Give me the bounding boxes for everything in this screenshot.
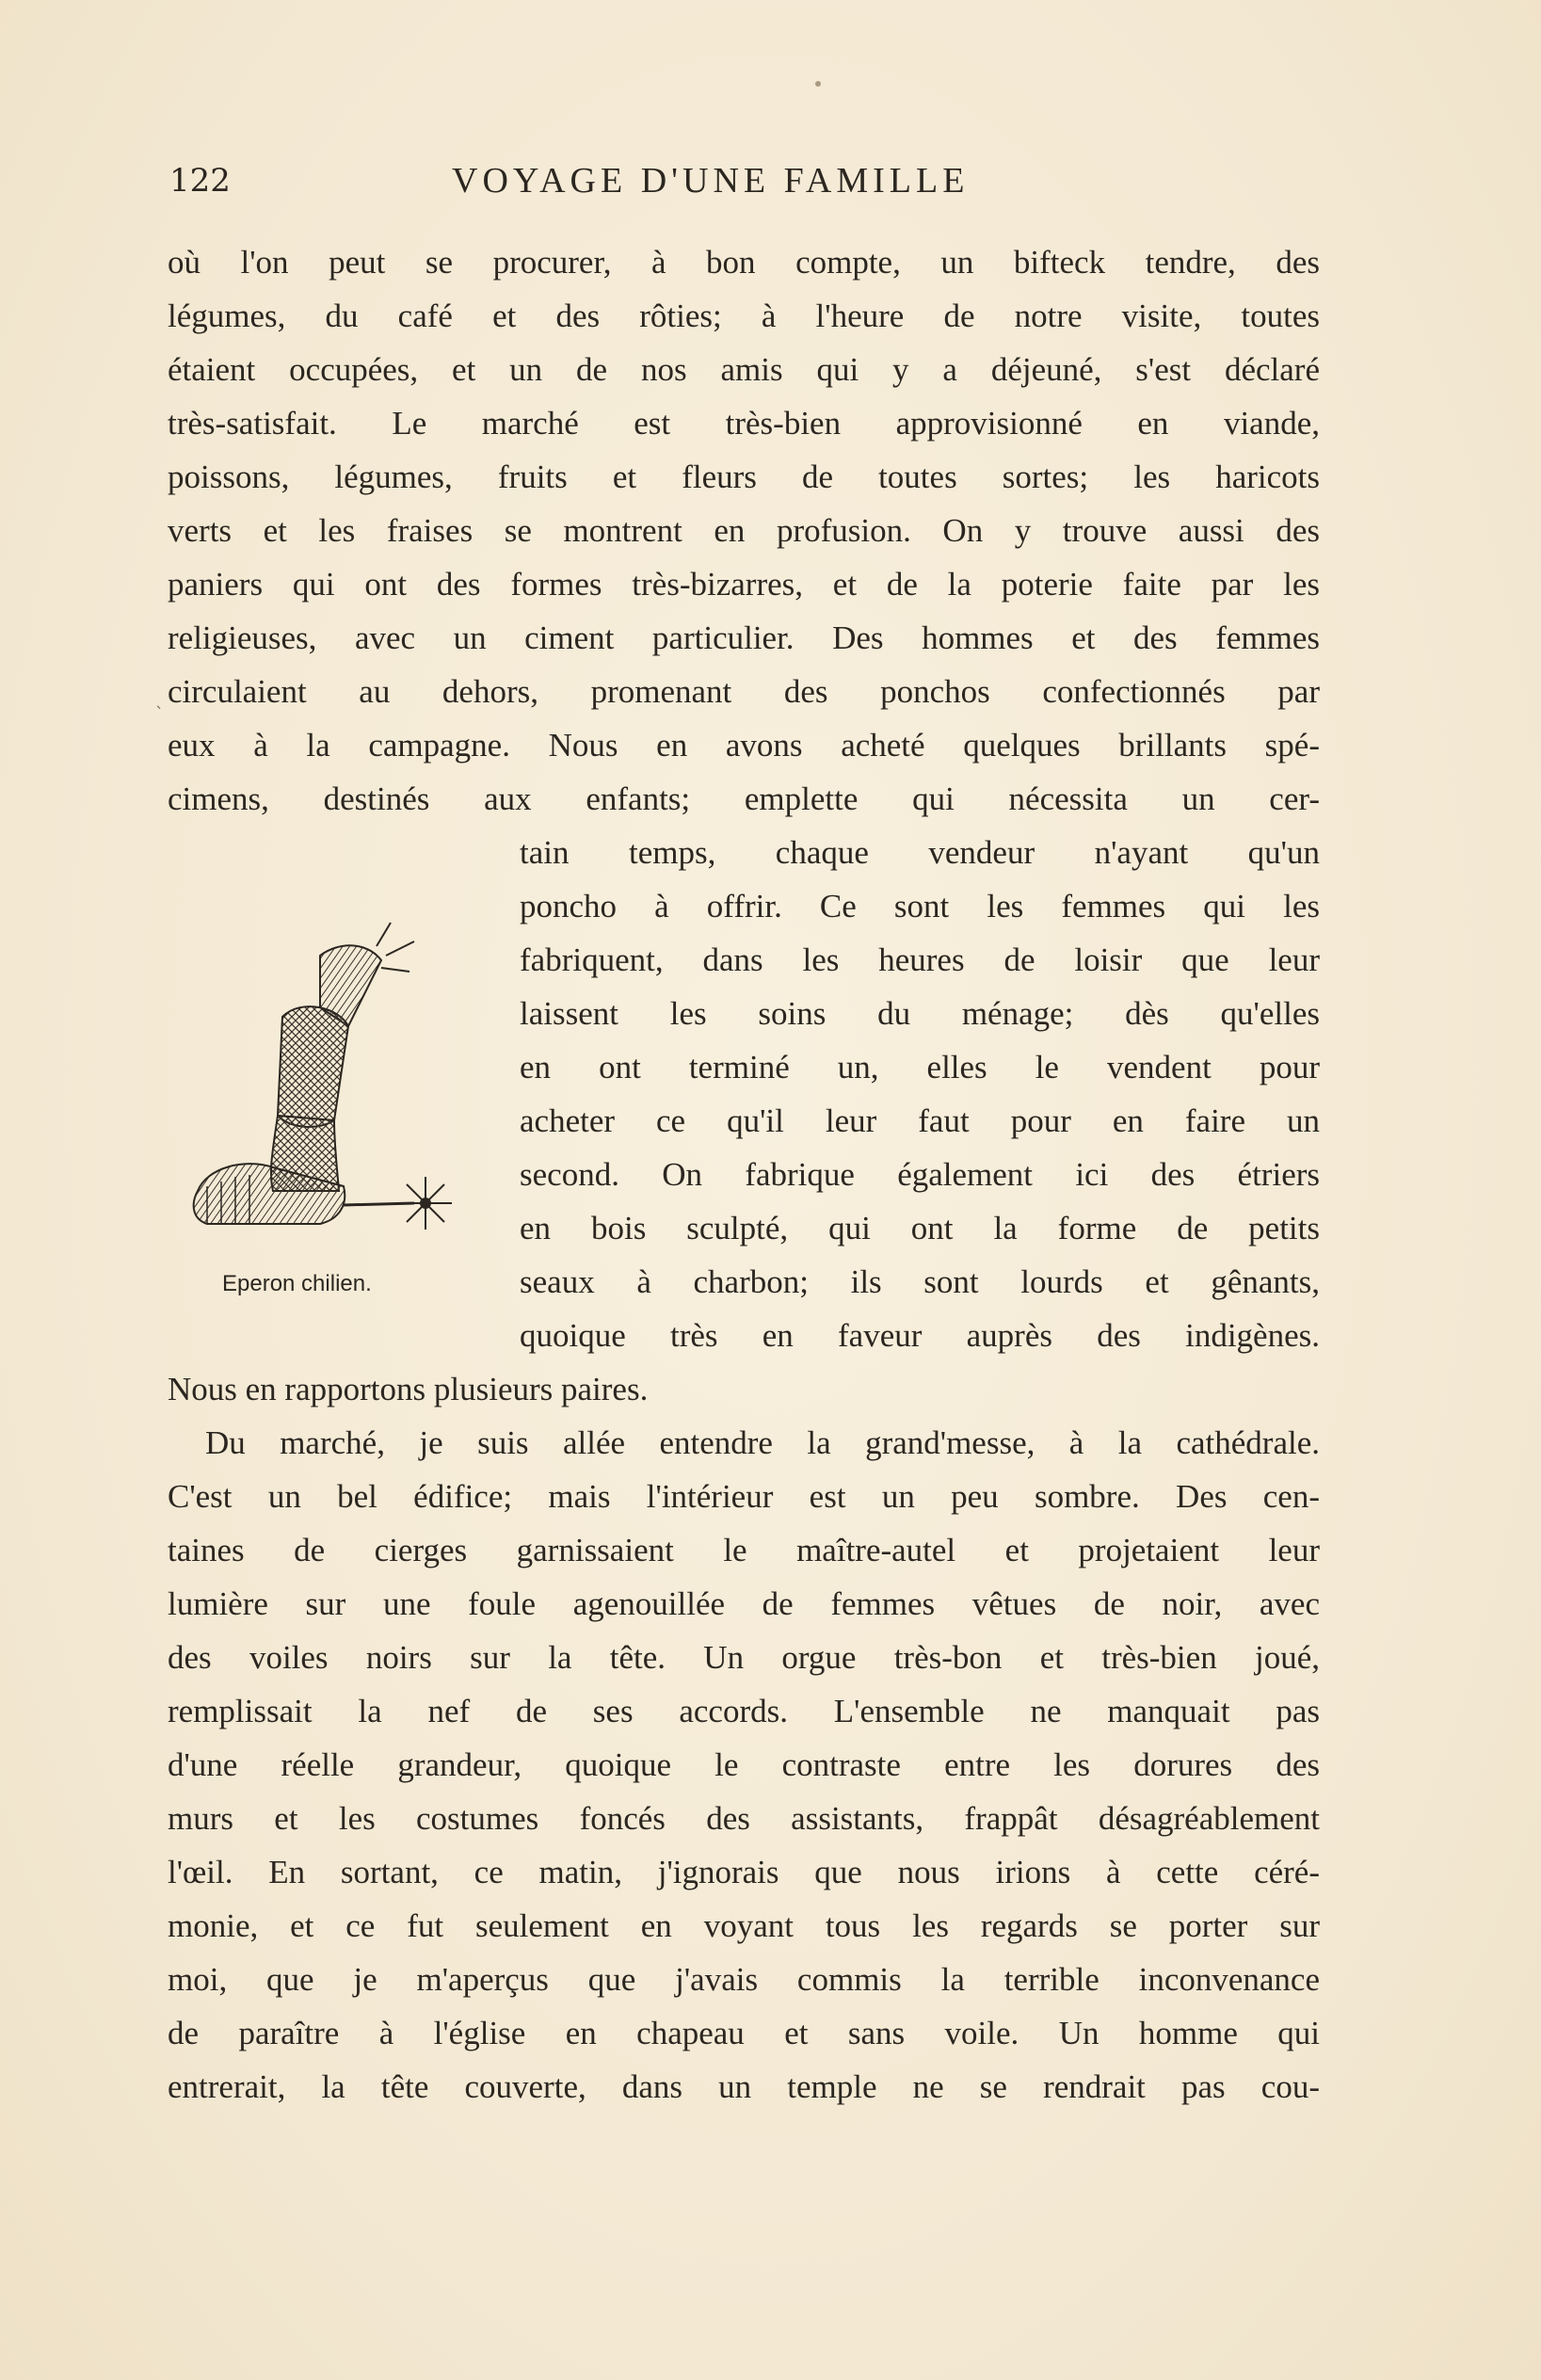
text-line: laissent les soins du ménage; dès qu'elles bbox=[520, 995, 1320, 1032]
text-line: l'œil. En sortant, ce matin, j'ignorais que nous irions à cette céré- bbox=[168, 1854, 1320, 1890]
spur-illustration bbox=[179, 904, 480, 1262]
text-line: de paraître à l'église en chapeau et sans voile. Un homme qui bbox=[168, 2015, 1320, 2051]
ink-speck bbox=[815, 81, 821, 87]
text-line: C'est un bel édifice; mais l'intérieur est un peu sombre. Des cen- bbox=[168, 1478, 1320, 1515]
text-line: quoique très en faveur auprès des indigènes. bbox=[520, 1317, 1320, 1354]
text-line: moi, que je m'aperçus que j'avais commis la terrible inconvenance bbox=[168, 1961, 1320, 1998]
paragraph-wrap bbox=[520, 826, 1320, 1362]
running-title: VOYAGE D'UNE FAMILLE bbox=[452, 161, 970, 201]
text-line: poissons, légumes, fruits et fleurs de toutes sortes; les haricots bbox=[168, 458, 1320, 495]
text-line: murs et les costumes foncés des assistants, frappât désagréablement bbox=[168, 1800, 1320, 1837]
text-line: tain temps, chaque vendeur n'ayant qu'un bbox=[520, 834, 1320, 871]
paragraph-bottom bbox=[168, 1416, 1320, 2114]
page-number: 122 bbox=[169, 162, 231, 200]
margin-mark: ` bbox=[155, 704, 164, 724]
text-line: légumes, du café et des rôties; à l'heure de notre visite, toutes bbox=[168, 298, 1320, 334]
text-line: en ont terminé un, elles le vendent pour bbox=[520, 1049, 1320, 1085]
text-line: second. On fabrique également ici des étriers bbox=[520, 1156, 1320, 1193]
text-line: poncho à offrir. Ce sont les femmes qui les bbox=[520, 888, 1320, 925]
text-line: eux à la campagne. Nous en avons acheté quelques brillants spé- bbox=[168, 727, 1320, 764]
running-head bbox=[169, 158, 1337, 203]
text-line: très-satisfait. Le marché est très-bien approvisionné en viande, bbox=[168, 405, 1320, 442]
text-line: paniers qui ont des formes très-bizarres, et de la poterie faite par les bbox=[168, 566, 1320, 603]
text-line: seaux à charbon; ils sont lourds et gênants, bbox=[520, 1263, 1320, 1300]
text-line: remplissait la nef de ses accords. L'ensemble ne manquait pas bbox=[168, 1693, 1320, 1729]
text-line: taines de cierges garnissaient le maître-autel et projetaient leur bbox=[168, 1532, 1320, 1568]
text-line: acheter ce qu'il leur faut pour en faire un bbox=[520, 1102, 1320, 1139]
text-line: où l'on peut se procurer, à bon compte, un bifteck tendre, des bbox=[168, 244, 1320, 281]
text-line: verts et les fraises se montrent en profusion. On y trouve aussi des bbox=[168, 512, 1320, 549]
figure-caption: Eperon chilien. bbox=[222, 1271, 372, 1296]
text-line: religieuses, avec un ciment particulier. Des hommes et des femmes bbox=[168, 619, 1320, 656]
text-line: Nous en rapportons plusieurs paires. bbox=[168, 1371, 649, 1407]
text-line: circulaient au dehors, promenant des ponchos confectionnés par bbox=[168, 673, 1320, 710]
text-line: cimens, destinés aux enfants; emplette qui nécessita un cer- bbox=[168, 780, 1320, 817]
text-line: lumière sur une foule agenouillée de femmes vêtues de noir, avec bbox=[168, 1585, 1320, 1622]
text-line: entrerait, la tête couverte, dans un temple ne se rendrait pas cou- bbox=[168, 2068, 1320, 2105]
paragraph-wrap-end bbox=[168, 1362, 1320, 1416]
text-line: étaient occupées, et un de nos amis qui y a déjeuné, s'est déclaré bbox=[168, 351, 1320, 388]
text-line: d'une réelle grandeur, quoique le contraste entre les dorures des bbox=[168, 1746, 1320, 1783]
spur-engraving-icon bbox=[179, 904, 480, 1262]
text-line: Du marché, je suis allée entendre la grand'messe, à la cathédrale. bbox=[205, 1424, 1320, 1461]
text-line: en bois sculpté, qui ont la forme de petits bbox=[520, 1210, 1320, 1246]
paragraph-top bbox=[168, 235, 1320, 826]
text-line: fabriquent, dans les heures de loisir que leur bbox=[520, 941, 1320, 978]
text-line: monie, et ce fut seulement en voyant tous les regards se porter sur bbox=[168, 1907, 1320, 1944]
text-line: des voiles noirs sur la tête. Un orgue très-bon et très-bien joué, bbox=[168, 1639, 1320, 1676]
